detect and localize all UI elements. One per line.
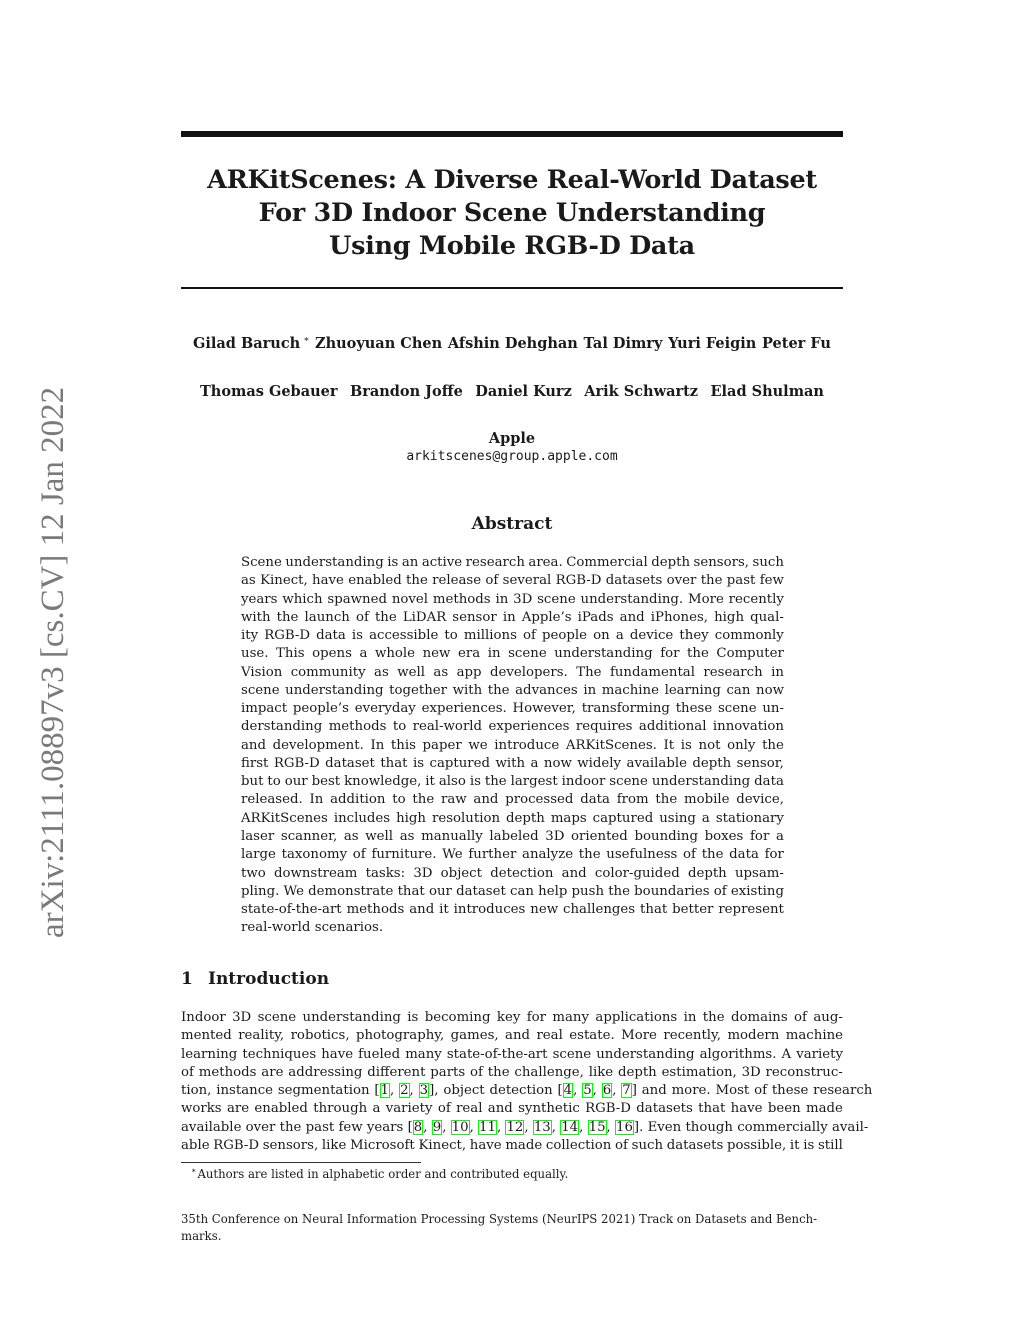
abstract-line: state-of-the-art methods and it introduces new challenges that better represent [241, 902, 784, 918]
author: Daniel Kurz [475, 383, 572, 400]
footnote [191, 1166, 568, 1181]
venue-line: 35th Conference on Neural Information Processing Systems (NeurIPS 2021) Track on Datasets and Bench- [181, 1212, 818, 1226]
citation-link[interactable]: 4 [563, 1083, 573, 1099]
venue-note [181, 1211, 843, 1245]
intro-line: of methods are addressing different parts of the challenge, like depth estimation, 3D reconstruc- [181, 1064, 843, 1080]
abstract-line: two downstream tasks: 3D object detection and color-guided depth upsam- [241, 865, 784, 881]
intro-line: able RGB-D sensors, like Microsoft Kinect, have made collection of such datasets possible, it is still [181, 1137, 843, 1153]
abstract-line: as Kinect, have enabled the release of several RGB-D datasets over the past few [241, 573, 784, 589]
abstract-line: first RGB-D dataset that is captured with a now widely available depth sensor, [241, 755, 784, 771]
author: Zhuoyuan Chen [315, 335, 443, 352]
title-line: ARKitScenes: A Diverse Real-World Dataset [207, 165, 817, 195]
citation-link[interactable]: 14 [561, 1119, 579, 1135]
authors-row-2 [181, 383, 843, 400]
abstract-line: released. In addition to the raw and processed data from the mobile device, [241, 792, 784, 808]
abstract-line: Vision community as well as app developers. The fundamental research in [241, 664, 784, 680]
citation-link[interactable]: 12 [506, 1119, 524, 1135]
author: Afshin Dehghan [447, 335, 578, 352]
abstract-line: ity RGB-D data is accessible to millions of people on a device they commonly [241, 628, 784, 644]
title-line: For 3D Indoor Scene Understanding [258, 198, 766, 228]
abstract-line: large taxonomy of furniture. We further analyze the usefulness of the data for [241, 847, 784, 863]
abstract-line: pling. We demonstrate that our dataset can help push the boundaries of existing [241, 883, 784, 899]
author-footnote-mark: ∗ [303, 335, 310, 345]
abstract-line: with the launch of the LiDAR sensor in Apple’s iPads and iPhones, high qual- [241, 609, 784, 625]
citation-link[interactable]: 7 [622, 1083, 631, 1099]
abstract-line: impact people’s everyday experiences. However, transforming these scene un- [241, 701, 784, 717]
citation-link[interactable]: 11 [479, 1119, 496, 1135]
citation-link[interactable]: 10 [451, 1119, 469, 1135]
author: Elad Shulman [710, 383, 824, 400]
section-heading [181, 969, 329, 989]
title-rule-top [181, 131, 843, 137]
intro-line: mented reality, robotics, photography, games, and real estate. More recently, modern machine [181, 1028, 843, 1044]
citation-link[interactable]: 1 [380, 1083, 390, 1099]
abstract-line: real-world scenarios. [241, 920, 384, 936]
authors-row-1 [181, 335, 843, 352]
author: Brandon Joffe [349, 383, 463, 400]
abstract-line: years which spawned novel methods in 3D scene understanding. More recently [241, 591, 784, 607]
citation-link[interactable]: 13 [533, 1119, 551, 1135]
paper-title [181, 164, 843, 263]
introduction-body [181, 1009, 873, 1155]
abstract-line: laser scanner, as well as manually labeled 3D oriented bounding boxes for a [241, 828, 784, 844]
section-title: Introduction [208, 969, 330, 989]
section-number: 1 [181, 969, 193, 989]
title-line: Using Mobile RGB-D Data [329, 231, 695, 261]
footnote-text: Authors are listed in alphabetic order and contributed equally. [197, 1167, 569, 1181]
abstract-line: derstanding methods to real-world experiences requires additional innovation [241, 719, 784, 735]
intro-line: learning techniques have fueled many state-of-the-art scene understanding algorithms. A variety [181, 1046, 843, 1062]
title-rule-bottom [181, 287, 843, 289]
author: Thomas Gebauer [200, 383, 338, 400]
citation-link[interactable]: 6 [602, 1083, 612, 1099]
abstract-heading: Abstract [471, 514, 553, 534]
abstract-line: scene understanding together with the advances in machine learning can now [241, 682, 784, 698]
intro-line: Indoor 3D scene understanding is becoming key for many applications in the domains of aug- [181, 1010, 843, 1025]
footnote-mark: ∗ [191, 1166, 197, 1175]
intro-line: available over the past few years [ 8, 9, 10, 11, 12, 13, 14, 15, 16 ]. Even though commercially avail- [181, 1119, 869, 1135]
intro-line: tion, instance segmentation [ 1, 2, 3 ], object detection [ 4, 5, 6, 7 ] and more. Most of these research [181, 1083, 873, 1099]
citation-link[interactable]: 5 [583, 1083, 592, 1099]
author: Arik Schwartz [584, 383, 699, 400]
author: Gilad Baruch ∗ [193, 335, 310, 352]
abstract-line: Scene understanding is an active research area. Commercial depth sensors, such [241, 555, 784, 570]
abstract-line: use. This opens a whole new era in scene understanding for the Computer [241, 646, 784, 662]
author: Tal Dimry [583, 335, 663, 352]
abstract-body [241, 554, 784, 938]
arxiv-stamp: arXiv:2111.08897v3 [cs.CV] 12 Jan 2022 [35, 386, 71, 938]
abstract-line: ARKitScenes includes high resolution depth maps captured using a stationary [241, 810, 784, 826]
affiliation: Apple [488, 430, 536, 447]
author: Yuri Feigin [668, 335, 757, 352]
contact-email[interactable]: arkitscenes@group.apple.com [406, 449, 618, 464]
venue-line: marks. [181, 1229, 222, 1243]
abstract-line: and development. In this paper we introduce ARKitScenes. It is not only the [241, 737, 784, 753]
footnote-rule [181, 1162, 421, 1163]
intro-line: works are enabled through a variety of real and synthetic RGB-D datasets that have been made [181, 1101, 843, 1117]
citation-link[interactable]: 16 [616, 1119, 633, 1135]
citation-link[interactable]: 2 [400, 1083, 409, 1099]
citation-link[interactable]: 9 [432, 1119, 442, 1135]
author: Peter Fu [762, 335, 831, 352]
citation-link[interactable]: 15 [588, 1119, 606, 1135]
abstract-line: but to our best knowledge, it also is the largest indoor scene understanding data [241, 774, 784, 790]
citation-link[interactable]: 8 [413, 1119, 423, 1135]
citation-link[interactable]: 3 [419, 1083, 429, 1099]
